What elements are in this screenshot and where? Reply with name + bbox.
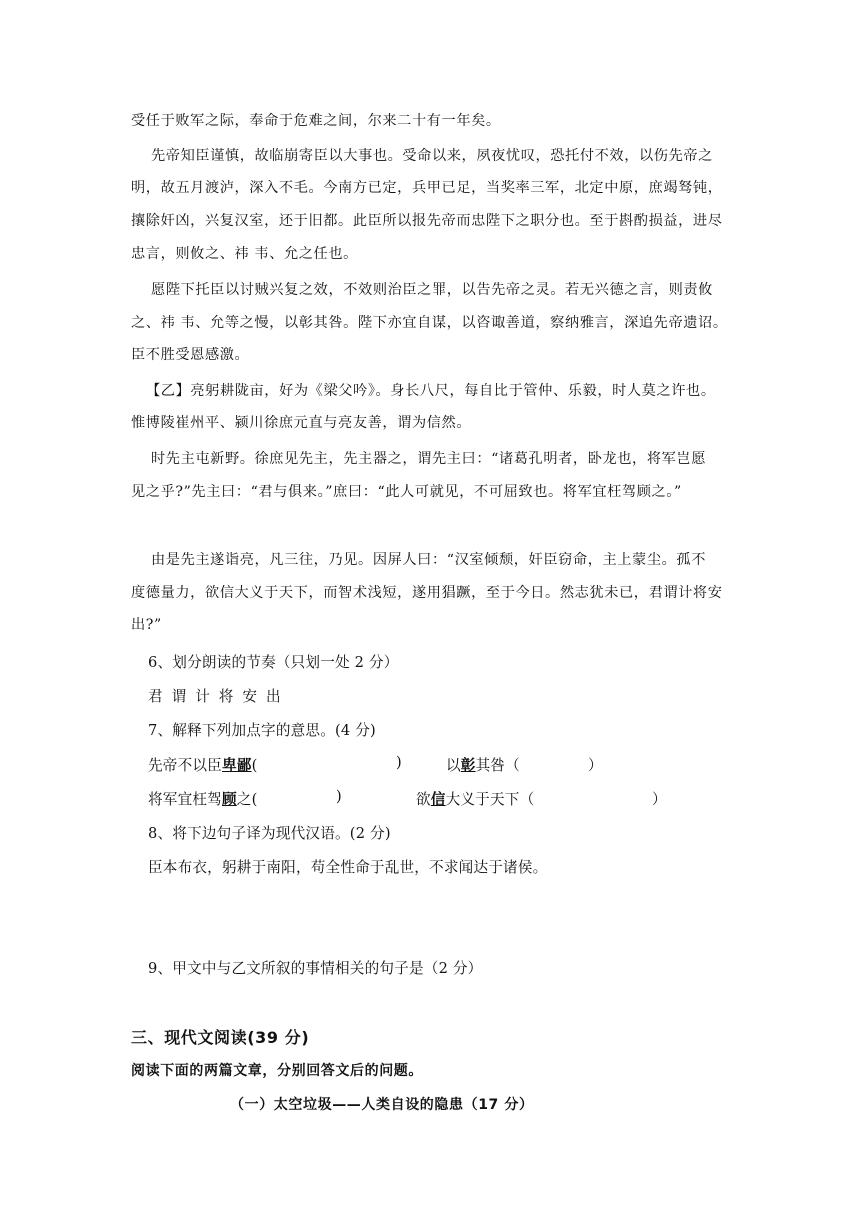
question-7-item-a: 先帝不以臣卑鄙( bbox=[148, 757, 258, 774]
passage-line: 惟博陵崔州平、颍川徐庶元直与亮友善，谓为信然。 bbox=[131, 415, 472, 431]
passage-line: 之、祎 韦、允等之慢，以彰其咎。陛下亦宜自谋，以咨诹善道，察纳雅言，深追先帝遗诏。 bbox=[131, 315, 728, 331]
passage-line: 由是先主遂诣亮，凡三往，乃见。因屏人曰：“汉室倾颓，奸臣窃命，主上蒙尘。孤不 bbox=[151, 552, 706, 568]
passage-line: 【乙】亮躬耕陇亩，好为《梁父吟》。身长八尺，每自比于管仲、乐毅，时人莫之许也。 bbox=[146, 383, 716, 399]
question-7-item-b: 以彰其咎（ bbox=[446, 757, 520, 774]
passage-line: 度德量力，欲信大义于天下，而智术浅短，遂用猖蹶，至于今日。然志犹未已，君谓计将安 bbox=[131, 585, 723, 601]
question-9: 9、甲文中与乙文所叙的事情相关的句子是（2 分） bbox=[148, 960, 483, 977]
passage-line: 受任于败军之际，奉命于危难之间，尔来二十有一年矣。 bbox=[131, 113, 501, 129]
passage-line: 愿陛下托臣以讨贼兴复之效，不效则治臣之罪，以告先帝之灵。若无兴德之言，则责攸 bbox=[151, 282, 713, 298]
answer-blank-c-close: ) bbox=[336, 788, 342, 805]
question-8: 8、将下边句子译为现代汉语。(2 分) bbox=[148, 825, 391, 842]
question-7-item-c: 将军宜枉驾顾之( bbox=[148, 791, 258, 808]
dotted-word: 顾 bbox=[221, 791, 237, 808]
question-6-sentence: 君谓计将安出 bbox=[148, 688, 290, 705]
question-6: 6、划分朗读的节奏（只划一处 2 分） bbox=[148, 654, 399, 671]
answer-blank-a-close: ) bbox=[396, 754, 402, 771]
passage-line: 臣不胜受恩感激。 bbox=[131, 347, 250, 363]
passage-line: 出?” bbox=[131, 617, 162, 633]
passage-line: 时先主屯新野。徐庶见先主，先主器之，谓先主曰：“诸葛孔明者，卧龙也，将军岂愿 bbox=[151, 451, 706, 467]
section-3-subtitle: （一）太空垃圾——人类自设的隐患（17 分） bbox=[230, 1097, 534, 1113]
question-8-sentence: 臣本布衣，躬耕于南阳，苟全性命于乱世，不求闻达于诸侯。 bbox=[148, 859, 548, 876]
passage-line: 忠言，则攸之、祎 韦、允之任也。 bbox=[131, 246, 358, 262]
question-7-item-d: 欲信大义于天下（ bbox=[416, 791, 535, 808]
answer-blank-d-close: ） bbox=[652, 791, 667, 808]
passage-line: 先帝知臣谨慎，故临崩寄臣以大事也。受命以来，夙夜忧叹，恐托付不效，以伤先帝之 bbox=[151, 148, 713, 164]
dotted-word: 彰 bbox=[460, 757, 476, 774]
passage-line: 见之乎?”先主曰：“君与俱来。”庶曰：“此人可就见，不可屈致也。将军宜枉驾顾之。” bbox=[131, 484, 682, 500]
passage-line: 攘除奸凶，兴复汉室，还于旧都。此臣所以报先帝而忠陛下之职分也。至于斟酌损益，进尽 bbox=[131, 213, 723, 229]
section-3-title: 三、现代文阅读(39 分) bbox=[131, 1028, 310, 1047]
answer-blank-b-close: ） bbox=[588, 757, 603, 774]
dotted-word: 信 bbox=[430, 791, 446, 808]
dotted-word: 卑鄙 bbox=[221, 757, 252, 774]
section-3-instruction: 阅读下面的两篇文章，分别回答文后的问题。 bbox=[131, 1063, 423, 1079]
question-7: 7、解释下列加点字的意思。(4 分) bbox=[148, 722, 376, 739]
passage-line: 明，故五月渡泸，深入不毛。今南方已定，兵甲已足，当奖率三军，北定中原，庶竭驽钝， bbox=[131, 180, 723, 196]
